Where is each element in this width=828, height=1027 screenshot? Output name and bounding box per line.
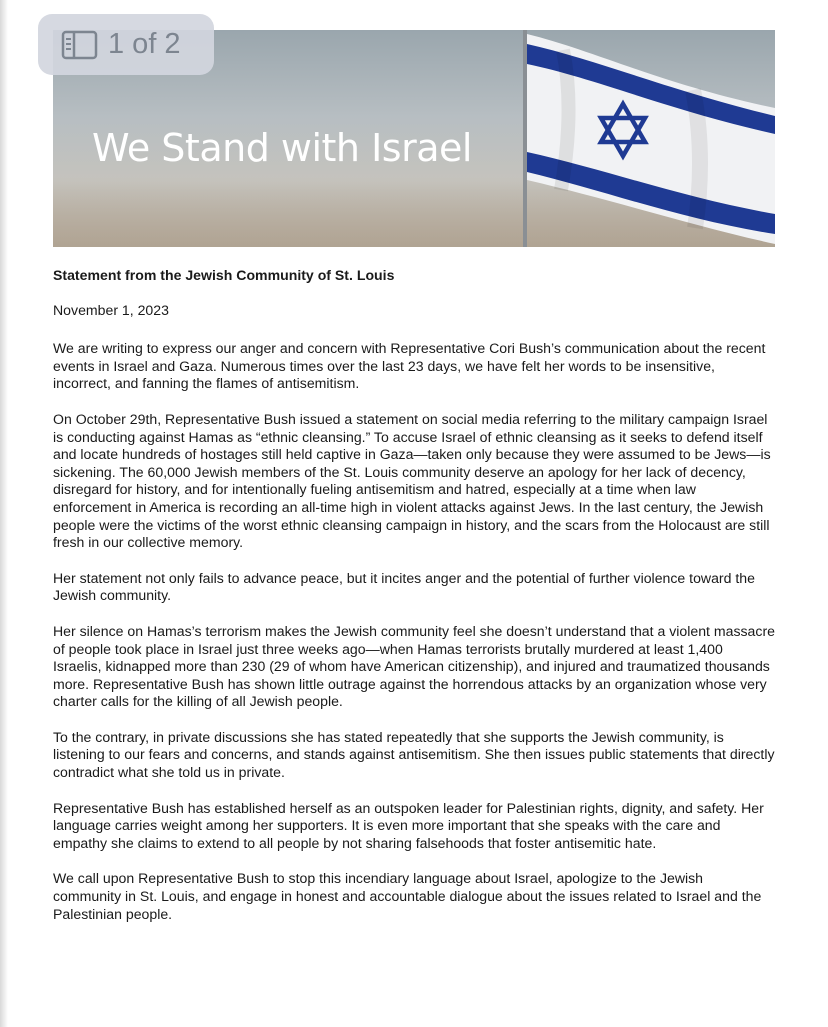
- paragraph-6: Representative Bush has established herself as an outspoken leader for Palestinian rights, dignity, and safety. Her language carries weight among her supporters. It is even more important that she speaks with the care and empathy she claims to extend to all people by not sharing falsehoods that foster antisemitic hate.: [53, 799, 764, 851]
- statement-date: November 1, 2023: [53, 301, 169, 318]
- flagpole: [523, 30, 527, 247]
- banner-title: We Stand with Israel: [92, 126, 472, 170]
- page-indicator-badge[interactable]: [38, 14, 214, 75]
- paragraph-5: To the contrary, in private discussions she has stated repeatedly that she supports the Jewish community, is listening to our fears and concerns, and stands against antisemitism. She then issues public statements that directly contradict what she told us in private.: [53, 728, 775, 781]
- paragraph-2: On October 29th, Representative Bush issued a statement on social media referring to the military campaign Israel is conducting against Hamas as “ethnic cleansing.” To accuse Israel of ethnic cleansing as it seeks to defend itself and locate hundreds of hostages still held captive in Gaza—taken only because they were assumed to be Jews—is sickening. The 60,000 Jewish members of the St. Louis community deserve an apology for her lack of decency, disregard for history, and for intentionally fueling antisemitism and hatred, especially at a time when law enforcement in America is recording an all-time high in violent attacks against Jews. In the last century, the Jewish people were the victims of the worst ethnic cleansing campaign in history, and the scars from the Holocaust are still fresh in our collective memory.: [53, 410, 771, 551]
- paragraph-1: We are writing to express our anger and concern with Representative Cori Bush’s communication about the recent events in Israel and Gaza. Numerous times over the last 23 days, we have felt her words to be insensitive, incorrect, and fanning the flames of antisemitism.: [53, 340, 766, 392]
- page-indicator-label: 1 of 2: [108, 28, 181, 60]
- book-icon: [61, 30, 98, 60]
- israeli-flag-image: [503, 30, 775, 247]
- page-edge-shadow: [0, 0, 8, 1027]
- statement-heading: Statement from the Jewish Community of St. Louis: [53, 267, 395, 283]
- paragraph-7: We call upon Representative Bush to stop this incendiary language about Israel, apologize to the Jewish community in St. Louis, and engage in honest and accountable dialogue about the issues related to Israel and the Palestinian people.: [53, 870, 762, 922]
- paragraph-4: Her silence on Hamas’s terrorism makes the Jewish community feel she doesn’t understand that a violent massacre of people took place in Israel just three weeks ago—when Hamas terrorists brutally murdered at least 1,400 Israelis, kidnapped more than 230 (29 of whom have American citizenship), and injured and traumatized thousands more. Representative Bush has shown little outrage against the horrendous attacks by an organization whose very charter calls for the killing of all Jewish people.: [53, 622, 775, 710]
- paragraph-3: Her statement not only fails to advance peace, but it incites anger and the potential of further violence toward the Jewish community.: [53, 569, 755, 604]
- statement-body: [53, 267, 775, 941]
